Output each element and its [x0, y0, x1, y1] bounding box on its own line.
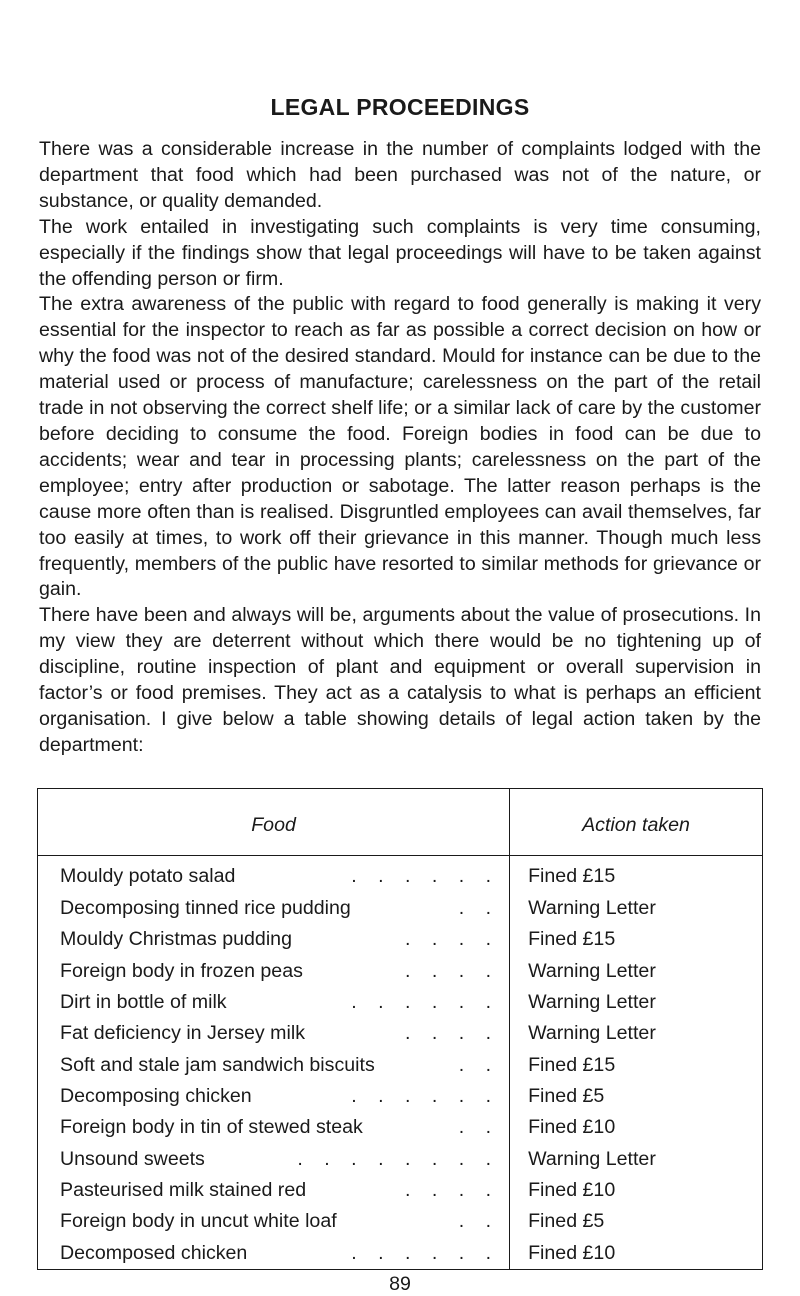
paragraph: The work entailed in investigating such complaints is very time consuming, especially if the findings show that legal proceedings will have to be taken against the offending person or firm. — [39, 215, 761, 290]
action-cell: Warning Letter — [510, 955, 763, 986]
table-row — [38, 924, 763, 955]
table-row — [38, 1081, 763, 1112]
food-cell: Mouldy Christmas pudding . . . . — [38, 924, 510, 955]
dot-leader: . . . . . . — [351, 1241, 500, 1264]
action-cell: Warning Letter — [510, 1018, 763, 1049]
food-cell: Fat deficiency in Jersey milk . . . . — [38, 1018, 510, 1049]
paragraph: There have been and always will be, arguments about the value of prosecutions. In my view they are deterrent without which there would be no tightening up of discipline, routine inspection of plant and equipment or overall supervision in factor’s or food premises. They act as a catalysis to what is perhaps an efficient organisation. I give below a table showing details of legal action taken by the department: — [39, 604, 761, 756]
dot-leader: . . — [458, 1210, 500, 1233]
food-cell: Decomposed chicken . . . . . . — [38, 1238, 510, 1270]
action-cell: Fined £15 — [510, 924, 763, 955]
page-title: LEGAL PROCEEDINGS — [270, 94, 530, 120]
action-cell: Warning Letter — [510, 893, 763, 924]
action-cell: Warning Letter — [510, 987, 763, 1018]
paragraph: There was a considerable increase in the number of complaints lodged with the department that food which had been purchased was not of the nature, or substance, or quality demanded. — [39, 138, 761, 212]
table-row — [38, 893, 763, 924]
dot-leader: . . . . . . . . — [297, 1147, 500, 1170]
table-header-row — [38, 789, 763, 856]
table-row — [38, 1049, 763, 1080]
table-row — [38, 1143, 763, 1174]
page-number: 89 — [389, 1273, 411, 1295]
dot-leader: . . — [458, 1053, 500, 1076]
paragraph: The extra awareness of the public with regard to food generally is making it very essential for the inspector to reach as far as possible a correct decision on how or why the food was not of the desired standard. Mould for instance can be due to the material used or process of manufacture; carelessness on the part of the retail trade in not observing the correct shelf life; or a similar lack of care by the customer before deciding to consume the food. Foreign bodies in food can be due to accidents; wear and tear in processing plants; carelessness on the part of the employee; entry after production or sabotage. The latter reason perhaps is the cause more often than is realised. Disgruntled employees can avail themselves, far too easily at times, to work off their grievance in this manner. Though much less frequently, members of the public have resorted to similar methods for grievance or gain. — [39, 293, 761, 601]
dot-leader: . . . . — [404, 928, 500, 951]
table-row — [38, 987, 763, 1018]
table-row — [38, 1175, 763, 1206]
action-cell: Fined £10 — [510, 1175, 763, 1206]
action-cell: Fined £10 — [510, 1112, 763, 1143]
food-cell: Pasteurised milk stained red . . . . — [38, 1175, 510, 1206]
action-cell: Warning Letter — [510, 1143, 763, 1174]
dot-leader: . . . . — [404, 1179, 500, 1202]
food-cell: Foreign body in uncut white loaf . . — [38, 1206, 510, 1237]
dot-leader: . . . . — [404, 959, 500, 982]
table-row — [38, 1238, 763, 1270]
food-column-header: Food — [38, 789, 510, 856]
action-cell: Fined £15 — [510, 1049, 763, 1080]
table-row — [38, 955, 763, 986]
dot-leader: . . . . . . — [351, 1084, 500, 1107]
food-cell: Decomposing chicken . . . . . . — [38, 1081, 510, 1112]
action-cell: Fined £5 — [510, 1206, 763, 1237]
dot-leader: . . . . . . — [351, 864, 500, 887]
food-cell: Soft and stale jam sandwich biscuits . . — [38, 1049, 510, 1080]
dot-leader: . . — [458, 1116, 500, 1139]
legal-action-table — [37, 788, 763, 1270]
action-cell: Fined £15 — [510, 856, 763, 893]
action-cell: Fined £5 — [510, 1081, 763, 1112]
dot-leader: . . . . . . — [351, 990, 500, 1013]
food-cell: Dirt in bottle of milk . . . . . . — [38, 987, 510, 1018]
dot-leader: . . — [458, 896, 500, 919]
dot-leader: . . . . — [404, 1022, 500, 1045]
table-row — [38, 856, 763, 893]
food-cell: Foreign body in frozen peas . . . . — [38, 955, 510, 986]
action-cell: Fined £10 — [510, 1238, 763, 1270]
action-column-header: Action taken — [510, 789, 763, 856]
table-row — [38, 1018, 763, 1049]
table-row — [38, 1206, 763, 1237]
food-cell: Decomposing tinned rice pudding . . — [38, 893, 510, 924]
table-row — [38, 1112, 763, 1143]
food-cell: Foreign body in tin of stewed steak . . — [38, 1112, 510, 1143]
food-cell: Mouldy potato salad . . . . . . — [38, 856, 510, 893]
body-text — [39, 137, 761, 759]
food-cell: Unsound sweets . . . . . . . . — [38, 1143, 510, 1174]
